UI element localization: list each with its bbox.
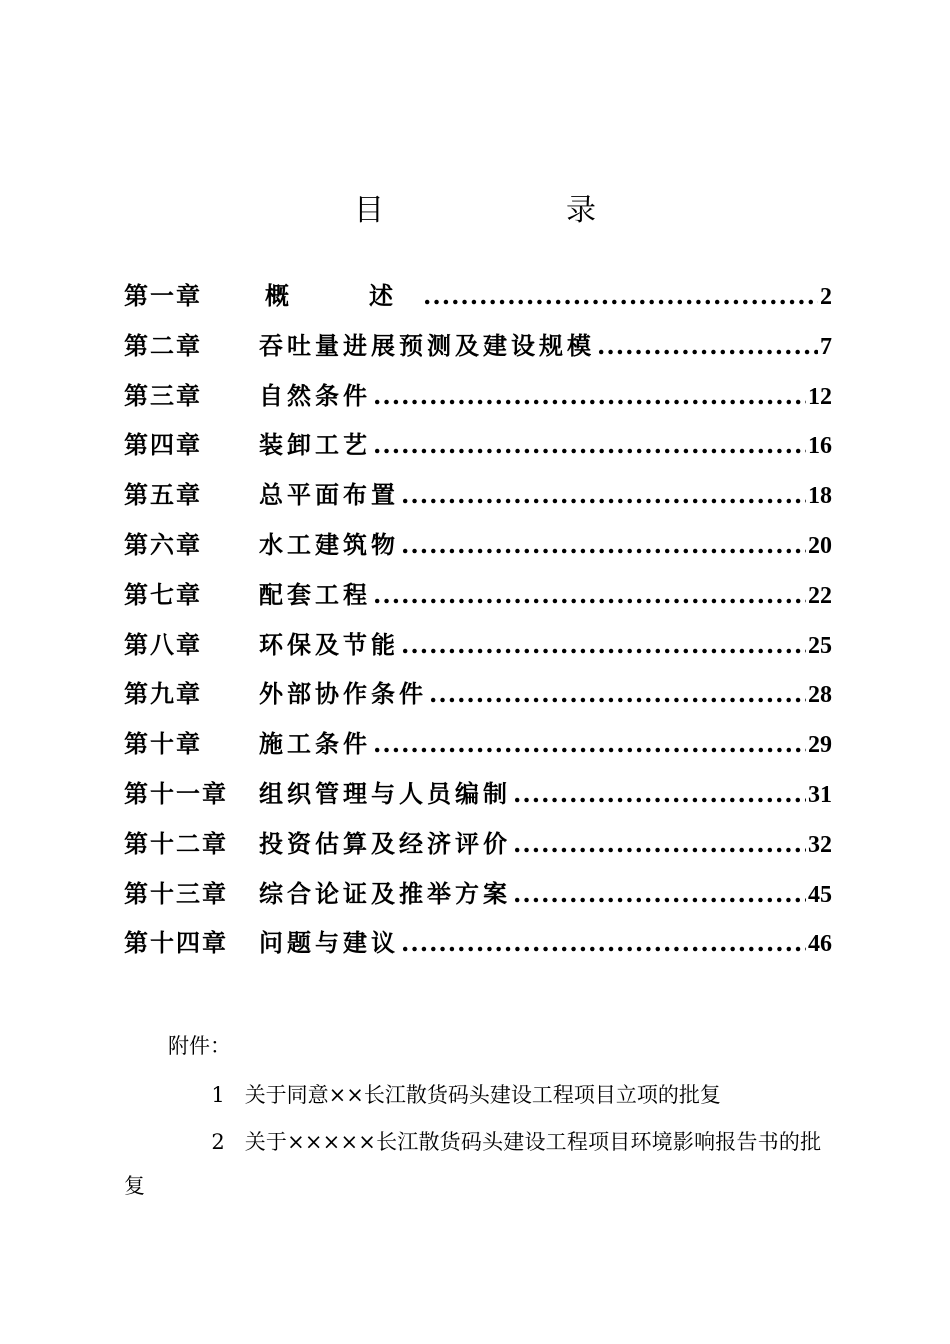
toc-dot-leader [597,331,818,360]
annex-item-number: 1 [211,1083,225,1107]
toc-chapter-title: 水工建筑物 [259,529,399,559]
toc-entry[interactable] [124,376,832,426]
table-of-contents [124,276,832,973]
toc-chapter-number: 第十二章 [124,828,228,858]
toc-chapter-title: 装卸工艺 [259,430,371,460]
annex-item-1 [124,1073,834,1117]
toc-dot-leader [423,281,818,310]
toc-dot-leader [401,630,806,659]
toc-dot-leader [513,879,806,908]
annex-item-text: 关于同意××长江散货码头建设工程项目立项的批复 [244,1083,721,1107]
annex-item-text: 关于×××××长江散货码头建设工程项目环境影响报告书的批复 [124,1130,822,1198]
toc-chapter-number: 第十三章 [124,878,228,908]
toc-page-number: 16 [808,433,832,460]
toc-entry[interactable] [124,575,832,625]
toc-page-number: 22 [808,582,832,609]
toc-page-number: 28 [808,682,832,709]
toc-chapter-title: 自然条件 [259,380,371,410]
toc-chapter-number: 第五章 [124,480,202,510]
toc-page-number: 18 [808,483,832,510]
toc-page-number: 20 [808,532,832,559]
annex-label: 附件： [168,1034,231,1058]
toc-page-number: 2 [820,284,832,310]
toc-entry[interactable] [124,425,832,475]
toc-chapter-number: 第十四章 [124,928,228,958]
toc-dot-leader [401,928,806,957]
toc-chapter-number: 第十章 [124,729,202,759]
toc-dot-leader [429,679,806,708]
toc-chapter-title: 概 述 [265,281,421,310]
toc-page-number: 45 [808,881,832,908]
toc-dot-leader [373,580,806,609]
toc-chapter-title: 综合论证及推举方案 [259,878,511,908]
toc-chapter-number: 第七章 [124,579,202,609]
toc-chapter-number: 第九章 [124,679,202,709]
toc-entry[interactable] [124,276,832,326]
toc-chapter-number: 第四章 [124,430,202,460]
toc-chapter-title: 配套工程 [259,579,371,609]
toc-entry[interactable] [124,774,832,824]
toc-dot-leader [513,829,806,858]
toc-page-number: 46 [808,931,832,958]
toc-entry[interactable] [124,475,832,525]
toc-page-number: 25 [808,632,832,659]
toc-entry[interactable] [124,824,832,874]
toc-dot-leader [401,480,806,509]
toc-entry[interactable] [124,525,832,575]
toc-dot-leader [373,381,806,410]
toc-dot-leader [373,729,806,758]
toc-dot-leader [513,779,806,808]
toc-chapter-title: 吞吐量进展预测及建设规模 [259,330,595,360]
toc-page-number: 29 [808,732,832,759]
toc-chapter-number: 第十一章 [124,778,228,808]
toc-entry[interactable] [124,326,832,376]
toc-dot-leader [373,430,806,459]
toc-chapter-title: 施工条件 [259,729,371,759]
toc-entry[interactable] [124,724,832,774]
toc-entry[interactable] [124,874,832,924]
toc-chapter-number: 第六章 [124,529,202,559]
toc-page-number: 31 [808,781,832,808]
toc-entry[interactable] [124,923,832,973]
toc-chapter-title: 环保及节能 [259,629,399,659]
annex-item-number: 2 [211,1130,225,1154]
toc-page-number: 32 [808,831,832,858]
toc-chapter-title: 外部协作条件 [259,679,427,709]
toc-chapter-number: 第二章 [124,330,202,360]
toc-page-number: 7 [820,333,832,360]
toc-entry[interactable] [124,625,832,675]
toc-chapter-number: 第一章 [124,281,202,310]
toc-dot-leader [401,530,806,559]
annex-item-2 [124,1120,834,1208]
toc-chapter-title: 总平面布置 [259,480,399,510]
toc-chapter-number: 第三章 [124,380,202,410]
toc-chapter-title: 问题与建议 [259,928,399,958]
toc-chapter-number: 第八章 [124,629,202,659]
toc-page-number: 12 [808,383,832,410]
page-title: 目 录 [354,193,672,228]
toc-chapter-title: 投资估算及经济评价 [259,828,511,858]
toc-chapter-title: 组织管理与人员编制 [259,778,511,808]
toc-entry[interactable] [124,674,832,724]
